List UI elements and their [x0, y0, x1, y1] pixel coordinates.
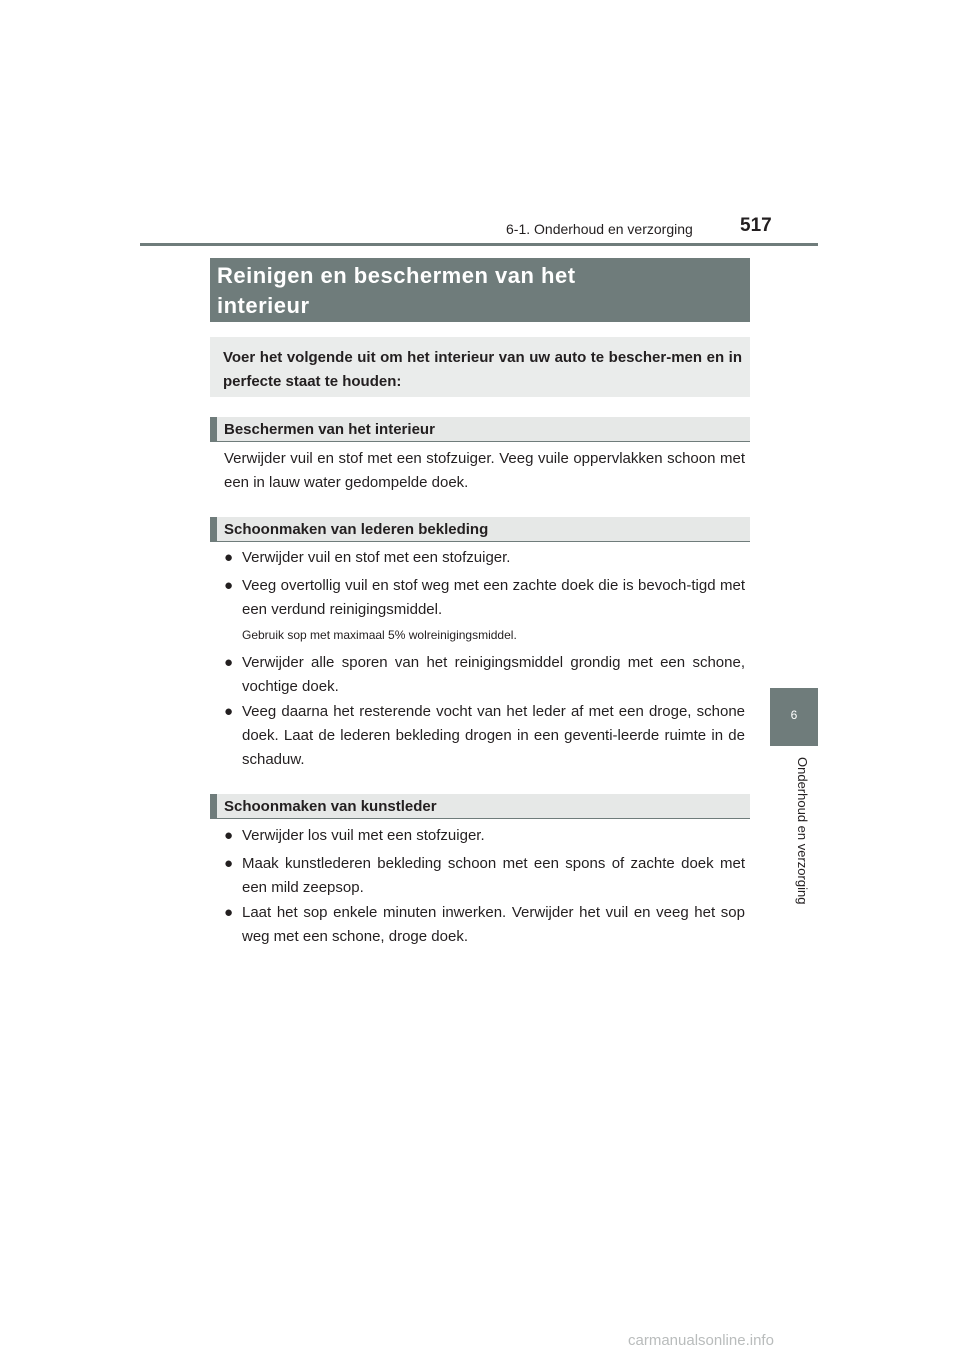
subheading-protect-interior [210, 417, 750, 442]
list-item-text: Verwijder vuil en stof met een stofzuiger. [242, 549, 511, 566]
subheading-bar [210, 517, 217, 541]
subheading-text: Beschermen van het interieur [224, 421, 435, 438]
bullet-icon: ● [224, 904, 234, 921]
list-item-text: Veeg overtollig vuil en stof weg met een zachte doek die is bevoch-tigd met een verdund reinigingsmiddel. [242, 577, 745, 618]
page-number: 517 [740, 215, 772, 236]
footer-watermark: carmanualsonline.info [628, 1332, 774, 1349]
page-title-line-2: interieur [217, 293, 310, 318]
intro-box [210, 337, 750, 397]
chapter-number: 6 [790, 708, 798, 722]
list-item-text: Laat het sop enkele minuten inwerken. Verwijder het vuil en veeg het sop weg met een schone, droge doek. [242, 904, 745, 945]
bullet-icon: ● [224, 855, 234, 872]
note-text: Gebruik sop met maximaal 5% wolreinigingsmiddel. [242, 628, 517, 642]
bullet-icon: ● [224, 549, 234, 566]
subheading-bar [210, 417, 217, 441]
subheading-artificial-leather [210, 794, 750, 819]
subheading-text: Schoonmaken van lederen bekleding [224, 521, 489, 538]
page-title-line-1: Reinigen en beschermen van het [217, 263, 576, 288]
subheading-leather [210, 517, 750, 542]
bullet-icon: ● [224, 703, 234, 720]
bullet-icon: ● [224, 577, 234, 594]
bullet-icon: ● [224, 827, 234, 844]
chapter-tab [770, 688, 818, 746]
list-item-text: Veeg daarna het resterende vocht van het leder af met een droge, schone doek. Laat de lederen bekleding drogen in een geventi-leerde ruimte in de schaduw. [242, 703, 745, 768]
page-title [210, 258, 750, 322]
section-title: 6-1. Onderhoud en verzorging [506, 221, 693, 237]
chapter-label: Onderhoud en verzorging [795, 757, 810, 905]
paragraph-protect-interior: Verwijder vuil en stof met een stofzuiger. Veeg vuile oppervlakken schoon met een in lauw water gedompelde doek. [224, 450, 745, 491]
list-item-text: Verwijder los vuil met een stofzuiger. [242, 827, 485, 844]
bullet-icon: ● [224, 654, 234, 671]
list-item-text: Verwijder alle sporen van het reinigingsmiddel grondig met een schone, vochtige doek. [242, 654, 745, 695]
list-item-text: Maak kunstlederen bekleding schoon met een spons of zachte doek met een mild zeepsop. [242, 855, 745, 896]
subheading-bar [210, 794, 217, 818]
intro-text: Voer het volgende uit om het interieur van uw auto te bescher-men en in perfecte staat te houden: [223, 349, 742, 390]
header-divider [140, 243, 818, 246]
subheading-text: Schoonmaken van kunstleder [224, 798, 437, 815]
